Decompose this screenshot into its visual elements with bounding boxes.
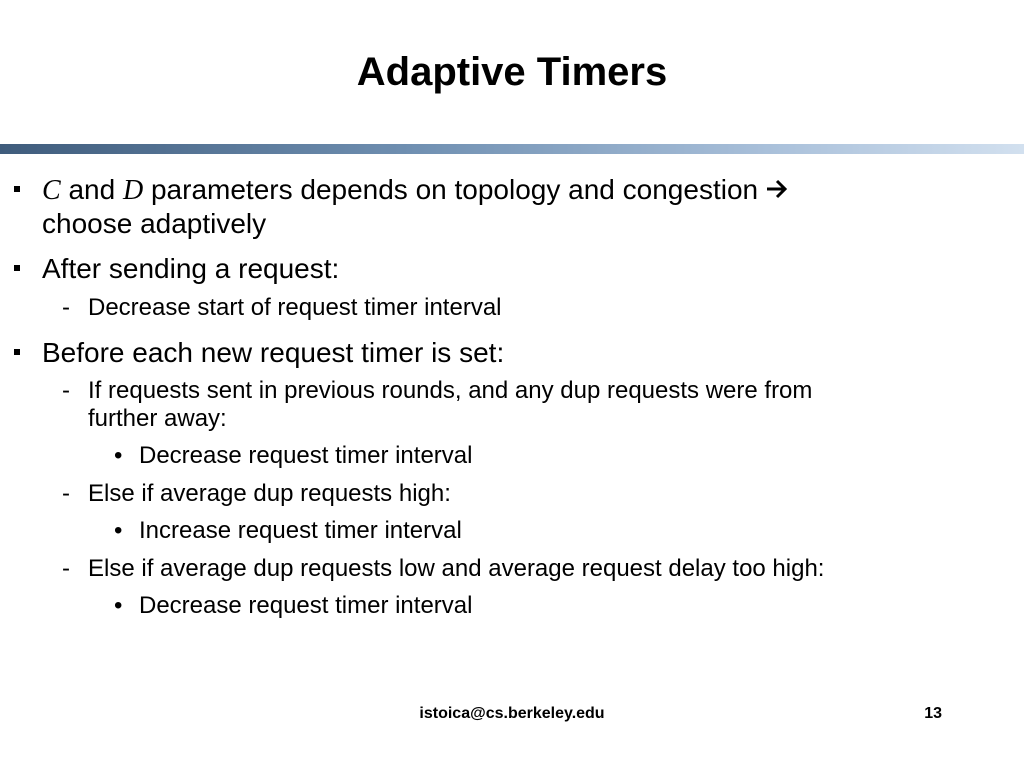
bullet-3-sub-1-line-2: further away: — [88, 405, 227, 432]
math-variable-c: C — [42, 175, 61, 206]
bullet-2-text: After sending a request: — [42, 253, 340, 284]
slide-title: Adaptive Timers — [356, 50, 668, 94]
bullet-1-text-main: parameters depends on topology and congestion — [143, 174, 759, 205]
square-bullet-icon — [14, 265, 20, 271]
square-bullet-icon — [14, 349, 20, 355]
dot-marker: • — [114, 442, 123, 469]
bullet-3-sub-1-subsub-1: Decrease request timer interval — [139, 442, 473, 469]
right-arrow-icon — [766, 174, 788, 207]
bullet-3-sub-3-subsub-1: Decrease request timer interval — [139, 592, 473, 619]
dash-marker: - — [62, 555, 70, 582]
footer-email: istoica@cs.berkeley.edu — [419, 705, 605, 722]
math-variable-d: D — [122, 175, 144, 206]
bullet-3-sub-2: Else if average dup requests high: — [88, 480, 451, 507]
bullet-1-line-1 — [42, 173, 788, 207]
bullet-2-sub-1: Decrease start of request timer interval — [88, 294, 502, 321]
dash-marker: - — [62, 377, 70, 404]
bullet-3-sub-3: Else if average dup requests low and average request delay too high: — [88, 555, 825, 582]
bullet-1-line-2: choose adaptively — [42, 208, 267, 239]
bullet-3-sub-2-subsub-1: Increase request timer interval — [139, 517, 462, 544]
dash-marker: - — [62, 294, 70, 321]
bullet-3-text: Before each new request timer is set: — [42, 337, 505, 368]
dash-marker: - — [62, 480, 70, 507]
bullet-3-sub-1-line-1: If requests sent in previous rounds, and any dup requests were from — [88, 377, 813, 404]
dot-marker: • — [114, 592, 123, 619]
dot-marker: • — [114, 517, 123, 544]
bullet-1-text-and: and — [60, 174, 123, 205]
page-number: 13 — [924, 705, 942, 722]
square-bullet-icon — [14, 186, 20, 192]
